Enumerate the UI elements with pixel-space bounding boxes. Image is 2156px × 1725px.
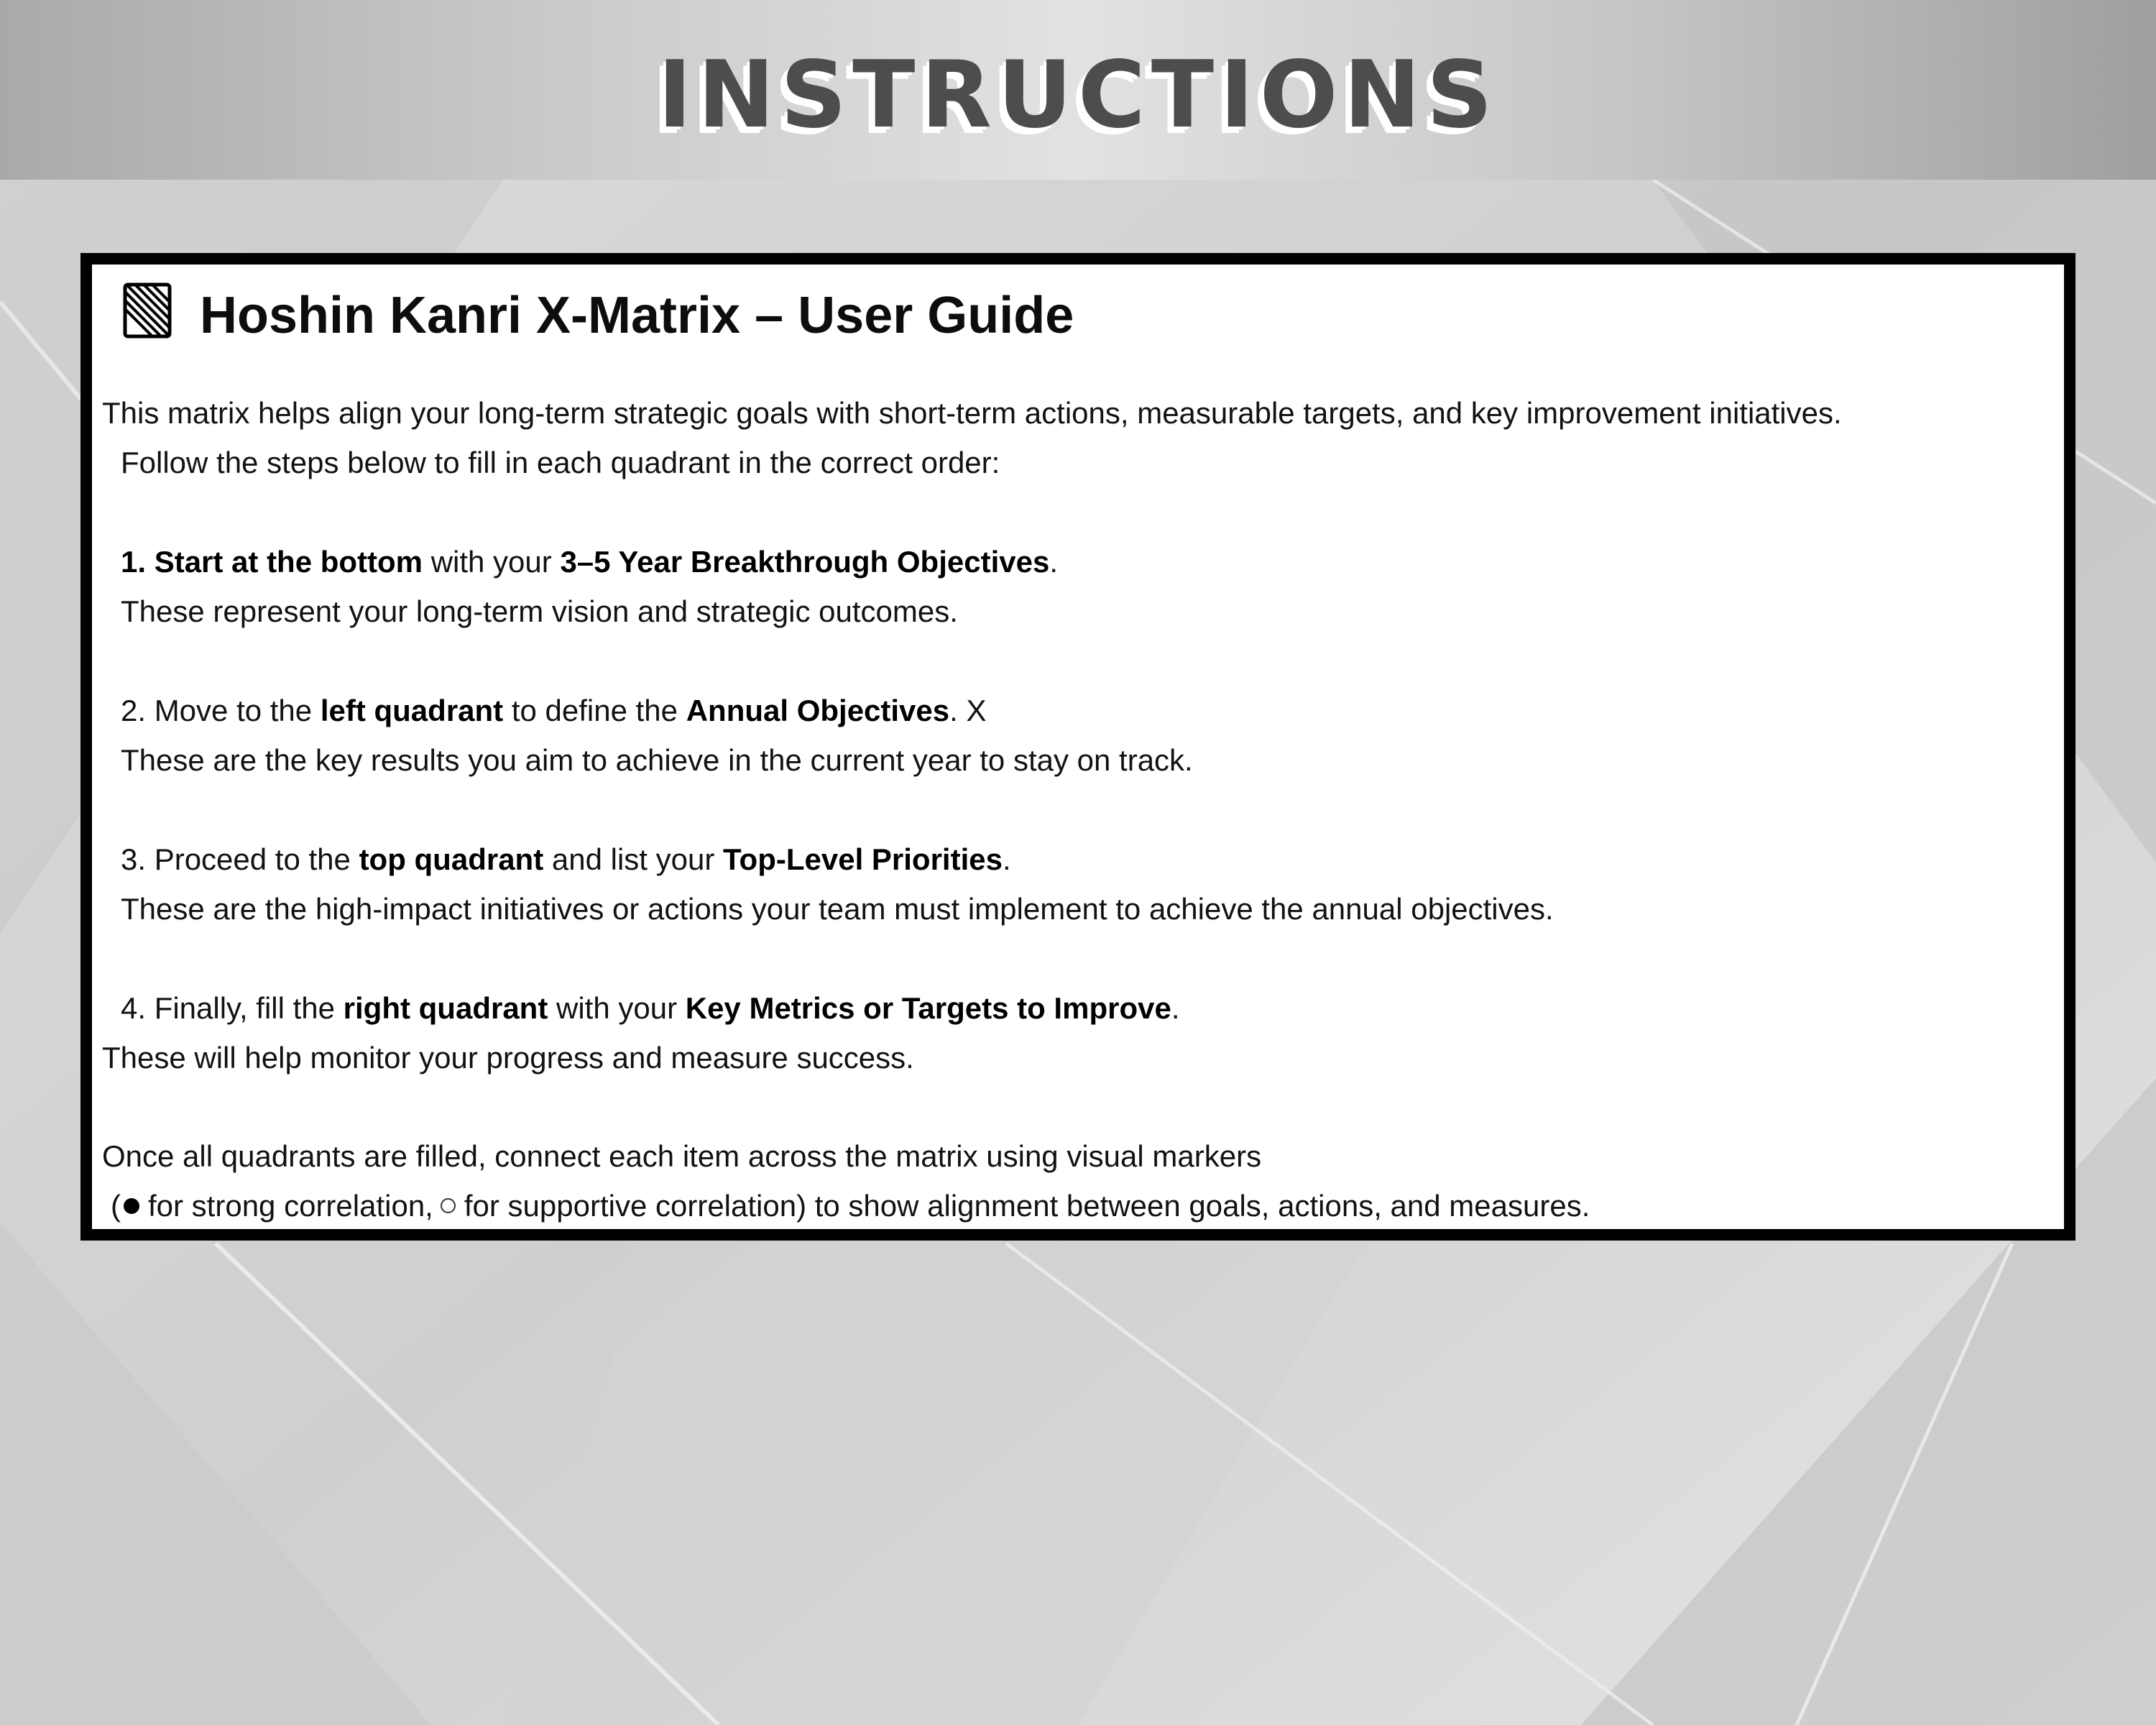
step-3-text-c: and list your [543,842,723,876]
closing-line-2 [111,1187,1590,1225]
header-banner [0,0,2156,180]
step-3-heading [121,840,1011,879]
guide-content [91,263,2065,1230]
intro-line-2: Follow the steps below to fill in each quadrant in the correct order: [121,446,1000,479]
step-3-bold-quadrant: top quadrant [359,842,544,876]
step-2-text-c: to define the [503,694,686,727]
step-2-description: These are the key results you aim to achieve in the current year to stay on track. [121,743,1193,777]
step-1-bold-start: 1. Start at the bottom [121,545,423,579]
step-1-end: . [1049,545,1058,579]
document-icon [122,282,172,339]
closing-line-1: Once all quadrants are filled, connect each item across the matrix using visual markers [102,1139,1262,1173]
filled-circle-icon [124,1198,139,1214]
step-1-text: with your [423,545,561,579]
step-3-description: These are the high-impact initiatives or actions your team must implement to achieve the annual objectives. [121,892,1554,926]
step-4-description: These will help monitor your progress and measure success. [102,1041,914,1075]
step-4-heading [121,989,1180,1028]
guide-panel [80,253,2076,1241]
step-4-bold-metrics: Key Metrics or Targets to Improve [685,991,1171,1025]
page-title: INSTRUCTIONS [658,42,1498,149]
supportive-correlation-text: for supportive correlation) to show alignment between goals, actions, and measures. [464,1189,1590,1223]
step-2-end: . X [949,694,987,727]
step-1-bold-objectives: 3–5 Year Breakthrough Objectives [560,545,1050,579]
step-3-end: . [1002,842,1011,876]
closing-paren: ( [111,1189,121,1223]
step-1-heading [121,543,1058,581]
step-4-end: . [1171,991,1180,1025]
step-2-text-a: 2. Move to the [121,694,321,727]
step-4-bold-quadrant: right quadrant [343,991,548,1025]
step-4-text-a: 4. Finally, fill the [121,991,344,1025]
step-2-bold-quadrant: left quadrant [320,694,504,727]
step-3-bold-priorities: Top-Level Priorities [723,842,1003,876]
step-1-description: These represent your long-term vision and strategic outcomes. [121,594,958,628]
guide-title: Hoshin Kanri X-Matrix – User Guide [200,287,1074,344]
step-2-bold-objectives: Annual Objectives [686,694,950,727]
strong-correlation-text: for strong correlation, [148,1189,433,1223]
hollow-circle-icon [441,1198,456,1213]
step-3-text-a: 3. Proceed to the [121,842,359,876]
step-4-text-c: with your [548,991,686,1025]
step-2-heading [121,691,987,730]
intro-line-1: This matrix helps align your long-term strategic goals with short-term actions, measurable targets, and key improvement initiatives. [102,396,1842,430]
